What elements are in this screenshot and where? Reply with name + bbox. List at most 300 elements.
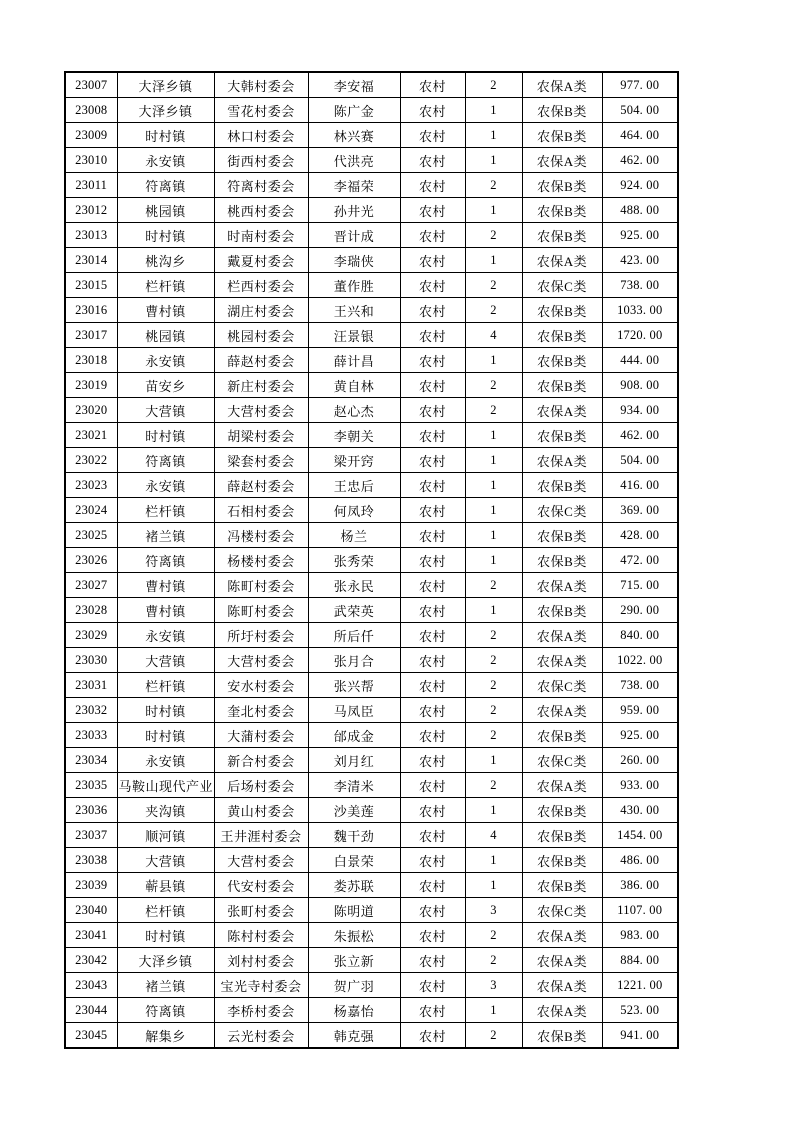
cell-insurance-category: 农保B类 [522,548,602,573]
cell-amount: 416. 00 [602,473,678,498]
cell-person-name: 沙美莲 [308,798,400,823]
cell-village-committee: 符离村委会 [214,173,308,198]
cell-amount: 1454. 00 [602,823,678,848]
cell-id: 23037 [65,823,117,848]
cell-id: 23034 [65,748,117,773]
cell-count: 1 [465,523,522,548]
table-row [65,173,678,198]
table-row [65,998,678,1023]
cell-person-name: 梁开窍 [308,448,400,473]
cell-town: 时村镇 [117,123,214,148]
cell-count: 1 [465,448,522,473]
cell-insurance-category: 农保B类 [522,298,602,323]
cell-id: 23019 [65,373,117,398]
cell-person-name: 张立新 [308,948,400,973]
cell-insurance-category: 农保A类 [522,948,602,973]
cell-id: 23018 [65,348,117,373]
cell-amount: 486. 00 [602,848,678,873]
cell-count: 3 [465,973,522,998]
cell-amount: 504. 00 [602,98,678,123]
cell-amount: 884. 00 [602,948,678,973]
cell-town: 桃园镇 [117,198,214,223]
cell-person-name: 张月合 [308,648,400,673]
cell-village-committee: 新合村委会 [214,748,308,773]
cell-residence-type: 农村 [400,273,465,298]
cell-id: 23017 [65,323,117,348]
cell-village-committee: 桃西村委会 [214,198,308,223]
cell-id: 23031 [65,673,117,698]
cell-person-name: 魏干劲 [308,823,400,848]
cell-person-name: 杨嘉怡 [308,998,400,1023]
cell-person-name: 张永民 [308,573,400,598]
cell-insurance-category: 农保A类 [522,398,602,423]
cell-amount: 290. 00 [602,598,678,623]
cell-count: 2 [465,298,522,323]
table-body [65,72,678,1048]
cell-person-name: 马凤臣 [308,698,400,723]
cell-town: 曹村镇 [117,598,214,623]
cell-id: 23013 [65,223,117,248]
cell-id: 23036 [65,798,117,823]
cell-count: 2 [465,648,522,673]
cell-id: 23029 [65,623,117,648]
cell-person-name: 李清米 [308,773,400,798]
cell-residence-type: 农村 [400,948,465,973]
cell-insurance-category: 农保A类 [522,148,602,173]
cell-amount: 715. 00 [602,573,678,598]
cell-amount: 738. 00 [602,673,678,698]
cell-residence-type: 农村 [400,598,465,623]
cell-residence-type: 农村 [400,798,465,823]
table-row [65,773,678,798]
cell-residence-type: 农村 [400,423,465,448]
cell-village-committee: 梁套村委会 [214,448,308,473]
cell-person-name: 韩克强 [308,1023,400,1049]
cell-person-name: 白景荣 [308,848,400,873]
cell-insurance-category: 农保B类 [522,348,602,373]
table-row [65,623,678,648]
cell-id: 23015 [65,273,117,298]
cell-town: 时村镇 [117,223,214,248]
cell-id: 23044 [65,998,117,1023]
cell-id: 23040 [65,898,117,923]
cell-insurance-category: 农保B类 [522,1023,602,1049]
table-row [65,523,678,548]
table-row [65,323,678,348]
table-row [65,898,678,923]
cell-town: 永安镇 [117,623,214,648]
cell-town: 马鞍山现代产业 [117,773,214,798]
cell-amount: 386. 00 [602,873,678,898]
cell-insurance-category: 农保B类 [522,123,602,148]
cell-residence-type: 农村 [400,723,465,748]
cell-town: 符离镇 [117,548,214,573]
cell-town: 蕲县镇 [117,873,214,898]
cell-person-name: 代洪亮 [308,148,400,173]
table-row [65,723,678,748]
cell-town: 桃沟乡 [117,248,214,273]
cell-amount: 977. 00 [602,72,678,98]
cell-insurance-category: 农保B类 [522,523,602,548]
cell-village-committee: 所圩村委会 [214,623,308,648]
cell-person-name: 王忠后 [308,473,400,498]
cell-id: 23010 [65,148,117,173]
cell-residence-type: 农村 [400,248,465,273]
cell-village-committee: 张町村委会 [214,898,308,923]
cell-count: 2 [465,573,522,598]
cell-village-committee: 新庄村委会 [214,373,308,398]
cell-count: 2 [465,398,522,423]
cell-residence-type: 农村 [400,898,465,923]
table-row [65,973,678,998]
cell-village-committee: 李桥村委会 [214,998,308,1023]
cell-id: 23030 [65,648,117,673]
cell-person-name: 黄自林 [308,373,400,398]
cell-insurance-category: 农保B类 [522,723,602,748]
cell-count: 1 [465,798,522,823]
cell-count: 1 [465,848,522,873]
cell-id: 23045 [65,1023,117,1049]
table-row [65,948,678,973]
cell-id: 23032 [65,698,117,723]
cell-village-committee: 薛赵村委会 [214,348,308,373]
cell-village-committee: 宝光寺村委会 [214,973,308,998]
cell-amount: 983. 00 [602,923,678,948]
table-row [65,598,678,623]
table-row [65,423,678,448]
cell-village-committee: 杨楼村委会 [214,548,308,573]
cell-person-name: 李瑞侠 [308,248,400,273]
cell-residence-type: 农村 [400,323,465,348]
cell-residence-type: 农村 [400,448,465,473]
cell-amount: 444. 00 [602,348,678,373]
cell-count: 2 [465,72,522,98]
cell-count: 2 [465,698,522,723]
cell-residence-type: 农村 [400,473,465,498]
cell-residence-type: 农村 [400,748,465,773]
cell-amount: 1033. 00 [602,298,678,323]
cell-amount: 1720. 00 [602,323,678,348]
table-row [65,873,678,898]
cell-residence-type: 农村 [400,873,465,898]
cell-count: 1 [465,423,522,448]
table-row [65,123,678,148]
cell-person-name: 杨兰 [308,523,400,548]
cell-count: 1 [465,873,522,898]
cell-town: 大泽乡镇 [117,948,214,973]
cell-insurance-category: 农保B类 [522,823,602,848]
cell-insurance-category: 农保A类 [522,923,602,948]
cell-insurance-category: 农保B类 [522,98,602,123]
cell-count: 1 [465,198,522,223]
cell-insurance-category: 农保C类 [522,673,602,698]
cell-residence-type: 农村 [400,1023,465,1049]
cell-amount: 925. 00 [602,223,678,248]
cell-residence-type: 农村 [400,973,465,998]
cell-person-name: 何凤玲 [308,498,400,523]
cell-person-name: 李朝关 [308,423,400,448]
cell-count: 1 [465,473,522,498]
cell-village-committee: 陈村村委会 [214,923,308,948]
cell-count: 1 [465,348,522,373]
cell-person-name: 王兴和 [308,298,400,323]
cell-town: 大营镇 [117,648,214,673]
table-row [65,198,678,223]
cell-id: 23012 [65,198,117,223]
cell-amount: 924. 00 [602,173,678,198]
table-row [65,298,678,323]
cell-person-name: 娄苏联 [308,873,400,898]
table-row [65,348,678,373]
cell-residence-type: 农村 [400,398,465,423]
table-row [65,848,678,873]
cell-insurance-category: 农保B类 [522,373,602,398]
cell-amount: 260. 00 [602,748,678,773]
table-row [65,373,678,398]
cell-residence-type: 农村 [400,298,465,323]
cell-residence-type: 农村 [400,198,465,223]
cell-village-committee: 冯楼村委会 [214,523,308,548]
cell-residence-type: 农村 [400,123,465,148]
cell-id: 23025 [65,523,117,548]
cell-village-committee: 桃园村委会 [214,323,308,348]
table-row [65,548,678,573]
table-row [65,248,678,273]
cell-town: 大营镇 [117,848,214,873]
cell-count: 1 [465,123,522,148]
cell-amount: 430. 00 [602,798,678,823]
cell-count: 2 [465,173,522,198]
cell-residence-type: 农村 [400,373,465,398]
cell-id: 23020 [65,398,117,423]
cell-village-committee: 雪花村委会 [214,98,308,123]
cell-person-name: 薛计昌 [308,348,400,373]
cell-id: 23008 [65,98,117,123]
cell-village-committee: 云光村委会 [214,1023,308,1049]
cell-id: 23022 [65,448,117,473]
cell-person-name: 晋计成 [308,223,400,248]
cell-insurance-category: 农保C类 [522,898,602,923]
cell-id: 23014 [65,248,117,273]
cell-insurance-category: 农保B类 [522,198,602,223]
cell-amount: 1221. 00 [602,973,678,998]
cell-town: 永安镇 [117,748,214,773]
cell-village-committee: 陈町村委会 [214,573,308,598]
cell-person-name: 朱振松 [308,923,400,948]
cell-count: 2 [465,773,522,798]
cell-village-committee: 湖庄村委会 [214,298,308,323]
cell-id: 23043 [65,973,117,998]
cell-village-committee: 街西村委会 [214,148,308,173]
cell-insurance-category: 农保B类 [522,423,602,448]
cell-amount: 738. 00 [602,273,678,298]
cell-person-name: 陈广金 [308,98,400,123]
cell-count: 2 [465,923,522,948]
cell-insurance-category: 农保A类 [522,573,602,598]
cell-amount: 428. 00 [602,523,678,548]
table-row [65,473,678,498]
cell-person-name: 贺广羽 [308,973,400,998]
cell-count: 1 [465,248,522,273]
cell-village-committee: 奎北村委会 [214,698,308,723]
cell-person-name: 林兴赛 [308,123,400,148]
cell-amount: 488. 00 [602,198,678,223]
cell-insurance-category: 农保B类 [522,323,602,348]
cell-id: 23028 [65,598,117,623]
cell-insurance-category: 农保A类 [522,998,602,1023]
cell-count: 1 [465,148,522,173]
cell-residence-type: 农村 [400,998,465,1023]
cell-village-committee: 栏西村委会 [214,273,308,298]
cell-residence-type: 农村 [400,698,465,723]
cell-town: 栏杆镇 [117,273,214,298]
cell-town: 顺河镇 [117,823,214,848]
cell-village-committee: 大营村委会 [214,398,308,423]
cell-person-name: 邰成金 [308,723,400,748]
cell-town: 大泽乡镇 [117,98,214,123]
table-row [65,823,678,848]
cell-insurance-category: 农保B类 [522,173,602,198]
cell-count: 4 [465,823,522,848]
table-row [65,498,678,523]
cell-town: 褚兰镇 [117,973,214,998]
table-row [65,698,678,723]
cell-town: 永安镇 [117,348,214,373]
cell-residence-type: 农村 [400,848,465,873]
cell-residence-type: 农村 [400,673,465,698]
table-row [65,223,678,248]
cell-person-name: 张秀荣 [308,548,400,573]
cell-amount: 925. 00 [602,723,678,748]
cell-id: 23035 [65,773,117,798]
cell-residence-type: 农村 [400,773,465,798]
cell-insurance-category: 农保C类 [522,748,602,773]
cell-town: 曹村镇 [117,573,214,598]
cell-person-name: 董作胜 [308,273,400,298]
cell-person-name: 汪景银 [308,323,400,348]
cell-person-name: 孙井光 [308,198,400,223]
cell-insurance-category: 农保A类 [522,773,602,798]
cell-town: 时村镇 [117,723,214,748]
cell-id: 23021 [65,423,117,448]
cell-residence-type: 农村 [400,648,465,673]
cell-amount: 941. 00 [602,1023,678,1049]
cell-insurance-category: 农保B类 [522,798,602,823]
cell-town: 栏杆镇 [117,898,214,923]
cell-town: 符离镇 [117,448,214,473]
cell-id: 23026 [65,548,117,573]
table-row [65,648,678,673]
cell-person-name: 所后仟 [308,623,400,648]
cell-residence-type: 农村 [400,223,465,248]
insurance-roster-table [64,71,679,1049]
cell-town: 符离镇 [117,998,214,1023]
cell-person-name: 李安福 [308,72,400,98]
cell-amount: 959. 00 [602,698,678,723]
cell-id: 23023 [65,473,117,498]
cell-town: 栏杆镇 [117,673,214,698]
cell-town: 符离镇 [117,173,214,198]
cell-amount: 472. 00 [602,548,678,573]
cell-village-committee: 安水村委会 [214,673,308,698]
cell-person-name: 李福荣 [308,173,400,198]
cell-residence-type: 农村 [400,548,465,573]
table-row [65,1023,678,1049]
cell-residence-type: 农村 [400,148,465,173]
cell-amount: 1107. 00 [602,898,678,923]
cell-village-committee: 王井涯村委会 [214,823,308,848]
cell-insurance-category: 农保C类 [522,273,602,298]
table-row [65,72,678,98]
cell-town: 大营镇 [117,398,214,423]
cell-count: 1 [465,98,522,123]
cell-count: 2 [465,723,522,748]
cell-id: 23027 [65,573,117,598]
cell-insurance-category: 农保A类 [522,698,602,723]
cell-town: 时村镇 [117,698,214,723]
cell-village-committee: 时南村委会 [214,223,308,248]
cell-town: 永安镇 [117,473,214,498]
cell-village-committee: 代安村委会 [214,873,308,898]
cell-village-committee: 刘村村委会 [214,948,308,973]
cell-village-committee: 黄山村委会 [214,798,308,823]
table-row [65,923,678,948]
cell-amount: 462. 00 [602,423,678,448]
cell-residence-type: 农村 [400,573,465,598]
cell-count: 1 [465,498,522,523]
cell-person-name: 刘月红 [308,748,400,773]
cell-amount: 934. 00 [602,398,678,423]
cell-count: 1 [465,998,522,1023]
cell-town: 栏杆镇 [117,498,214,523]
table-row [65,148,678,173]
cell-count: 2 [465,273,522,298]
cell-town: 时村镇 [117,923,214,948]
cell-village-committee: 陈町村委会 [214,598,308,623]
cell-id: 23009 [65,123,117,148]
cell-insurance-category: 农保B类 [522,473,602,498]
cell-id: 23011 [65,173,117,198]
cell-amount: 933. 00 [602,773,678,798]
cell-town: 褚兰镇 [117,523,214,548]
cell-insurance-category: 农保B类 [522,873,602,898]
cell-person-name: 陈明道 [308,898,400,923]
table-row [65,448,678,473]
cell-amount: 369. 00 [602,498,678,523]
cell-town: 时村镇 [117,423,214,448]
cell-id: 23041 [65,923,117,948]
cell-insurance-category: 农保B类 [522,598,602,623]
cell-residence-type: 农村 [400,173,465,198]
cell-amount: 462. 00 [602,148,678,173]
table-row [65,798,678,823]
cell-count: 1 [465,548,522,573]
cell-amount: 1022. 00 [602,648,678,673]
cell-residence-type: 农村 [400,98,465,123]
cell-residence-type: 农村 [400,72,465,98]
table-row [65,273,678,298]
cell-village-committee: 后场村委会 [214,773,308,798]
cell-residence-type: 农村 [400,923,465,948]
cell-residence-type: 农村 [400,823,465,848]
cell-residence-type: 农村 [400,498,465,523]
cell-village-committee: 石相村委会 [214,498,308,523]
cell-amount: 840. 00 [602,623,678,648]
cell-amount: 423. 00 [602,248,678,273]
cell-village-committee: 薛赵村委会 [214,473,308,498]
cell-amount: 464. 00 [602,123,678,148]
cell-person-name: 张兴帮 [308,673,400,698]
